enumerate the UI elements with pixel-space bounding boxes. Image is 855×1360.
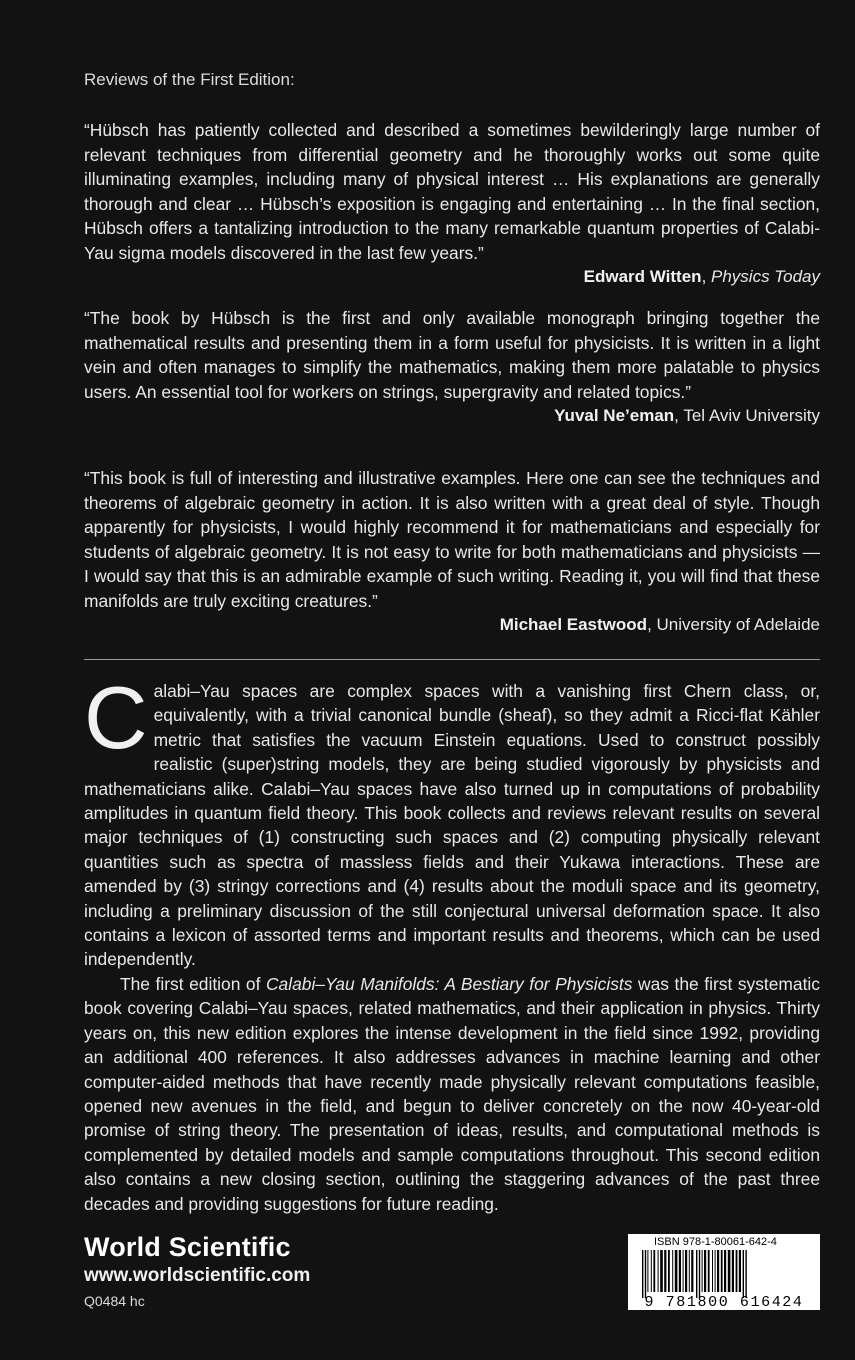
barcode-bar — [658, 1250, 659, 1292]
review-attribution: Yuval Ne’eman, Tel Aviv University — [554, 406, 820, 425]
paragraph-2-lead: The first edition of — [120, 973, 266, 994]
barcode-bar — [691, 1250, 693, 1292]
barcode-bar — [728, 1250, 731, 1292]
isbn-label: ISBN 978-1-80061-642-4 — [654, 1236, 777, 1248]
barcode-bar — [645, 1250, 646, 1298]
book-description — [84, 668, 820, 1216]
book-title-italic: Calabi–Yau Manifolds: A Bestiary for Physicists — [266, 973, 633, 994]
barcode-bar — [739, 1250, 741, 1292]
review-author: Yuval Ne’eman — [554, 406, 675, 425]
paragraph-1-text: alabi–Yau spaces are complex spaces with a vanishing first Chern class, or, equivalently, with a trivial canonical bundle (sheaf), so they admit a Ricci-flat Kähler metric that satisfies the vacuum Einstein equations. Used to construct possibly realistic (super)string models, they are being studied vigorously by physicists and mathematicians alike. Calabi–Yau spaces have also turned up in computations of probability amplitudes in quantum field theory. This book collects and reviews relevant results on several major techniques of (1) constructing such spaces and (2) computing physically relevant quantities such as spectra of massless fields and their Yukawa interactions. These are amended by (3) stringy corrections and (4) results about the moduli space and its geometry, including a preliminary discussion of the still conjectural universal deformation space. It also contains a lexicon of assorted terms and important results and theorems, which can be used independently. — [84, 681, 820, 970]
barcode-bar — [679, 1250, 681, 1292]
barcode-bar — [664, 1250, 666, 1292]
review-quote: “The book by Hübsch is the first and only available monograph bringing together the mathematical results and presenting them in a form useful for physicists. It is written in a light vein and often manages to simplify the mathematics, making them more palatable to physics users. An essential tool for workers on strings, supergravity and related topics.” — [84, 308, 820, 402]
review-quote: “Hübsch has patiently collected and described a sometimes bewilderingly large number of relevant techniques from differential geometry and he thoroughly works out some quite illuminating examples, including many of physical interest … His explanations are generally thorough and clear … Hübsch’s exposition is engaging and entertaining … In the final section, Hübsch offers a tantalizing introduction to the many remarkable quantum properties of Calabi-Yau sigma models discovered in the last few years.” — [84, 120, 820, 263]
publisher-name: World Scientific — [84, 1232, 291, 1262]
barcode-bar — [743, 1250, 744, 1298]
barcode-bar — [745, 1250, 746, 1298]
barcode-bar — [736, 1250, 738, 1292]
barcode-bar — [683, 1250, 684, 1292]
barcode-bar — [647, 1250, 648, 1292]
isbn-barcode — [628, 1234, 820, 1310]
description-paragraph-2 — [84, 972, 820, 1216]
barcode-bar — [685, 1250, 687, 1292]
review-quote: “This book is full of interesting and illustrative examples. Here one can see the techniques and theorems of algebraic geometry in action. It is also written with a great deal of style. Though apparently for physicists, I would highly recommend it for mathematicians and especially for students of algebraic geometry. It is not easy to write for both mathematicians and physicists — I would say that this is an admirable example of such writing. Reading it, you will find that these manifolds are truly exciting creatures.” — [84, 468, 820, 611]
review-affiliation: University of Adelaide — [656, 615, 820, 634]
barcode-bar — [653, 1250, 655, 1292]
barcode-bar — [715, 1250, 716, 1292]
barcode-bar — [642, 1250, 643, 1298]
barcode-bar — [712, 1250, 713, 1292]
product-code: Q0484 hc — [84, 1293, 145, 1309]
review-affiliation: Tel Aviv University — [683, 406, 820, 425]
review-neeman — [84, 306, 820, 426]
publisher-block — [84, 1232, 310, 1309]
review-eastwood — [84, 466, 820, 635]
barcode-bar — [651, 1250, 652, 1292]
review-witten — [84, 118, 820, 287]
barcode-bar — [675, 1250, 678, 1292]
review-affiliation: Physics Today — [711, 267, 820, 286]
barcode-bar — [721, 1250, 723, 1292]
barcode-bar — [699, 1250, 700, 1298]
barcode-bar — [717, 1250, 719, 1292]
barcode-bar — [696, 1250, 697, 1298]
barcode-bar — [702, 1250, 703, 1292]
barcode-bar — [732, 1250, 734, 1292]
description-paragraph-1 — [84, 668, 820, 972]
section-divider — [84, 659, 820, 660]
drop-cap: C — [84, 668, 148, 767]
review-author: Edward Witten — [583, 267, 702, 286]
barcode-bar — [724, 1250, 726, 1292]
barcode-bar — [668, 1250, 670, 1292]
barcode-bar — [660, 1250, 663, 1292]
review-attribution: Michael Eastwood, University of Adelaide — [499, 615, 820, 634]
review-author: Michael Eastwood — [499, 615, 648, 634]
review-attribution: Edward Witten, Physics Today — [583, 267, 820, 286]
reviews-heading: Reviews of the First Edition: — [84, 70, 295, 89]
barcode-bar — [689, 1250, 690, 1292]
paragraph-2-text: was the first systematic book covering Calabi–Yau spaces, related mathematics, and their application in physics. Thirty years on, this new edition explores the intense development in the field since 1992, providing an additional 400 references. It also addresses advances in machine learning and other computer-aided methods that have recently made physically relevant computations feasible, opened new avenues in the field, and begun to deliver concretely on the now 40-year-old promise of string theory. The presentation of ideas, results, and computational methods is complemented by detailed models and sample computations throughout. This second edition also contains a new closing section, outlining the staggering advances of the past three decades and providing suggestions for future reading. — [84, 973, 820, 1214]
barcode-bar — [708, 1250, 710, 1292]
publisher-url: www.worldscientific.com — [84, 1265, 311, 1286]
barcode-bar — [672, 1250, 673, 1292]
barcode-digits: 9 781800 616424 — [644, 1294, 804, 1311]
barcode-bar — [704, 1250, 706, 1292]
